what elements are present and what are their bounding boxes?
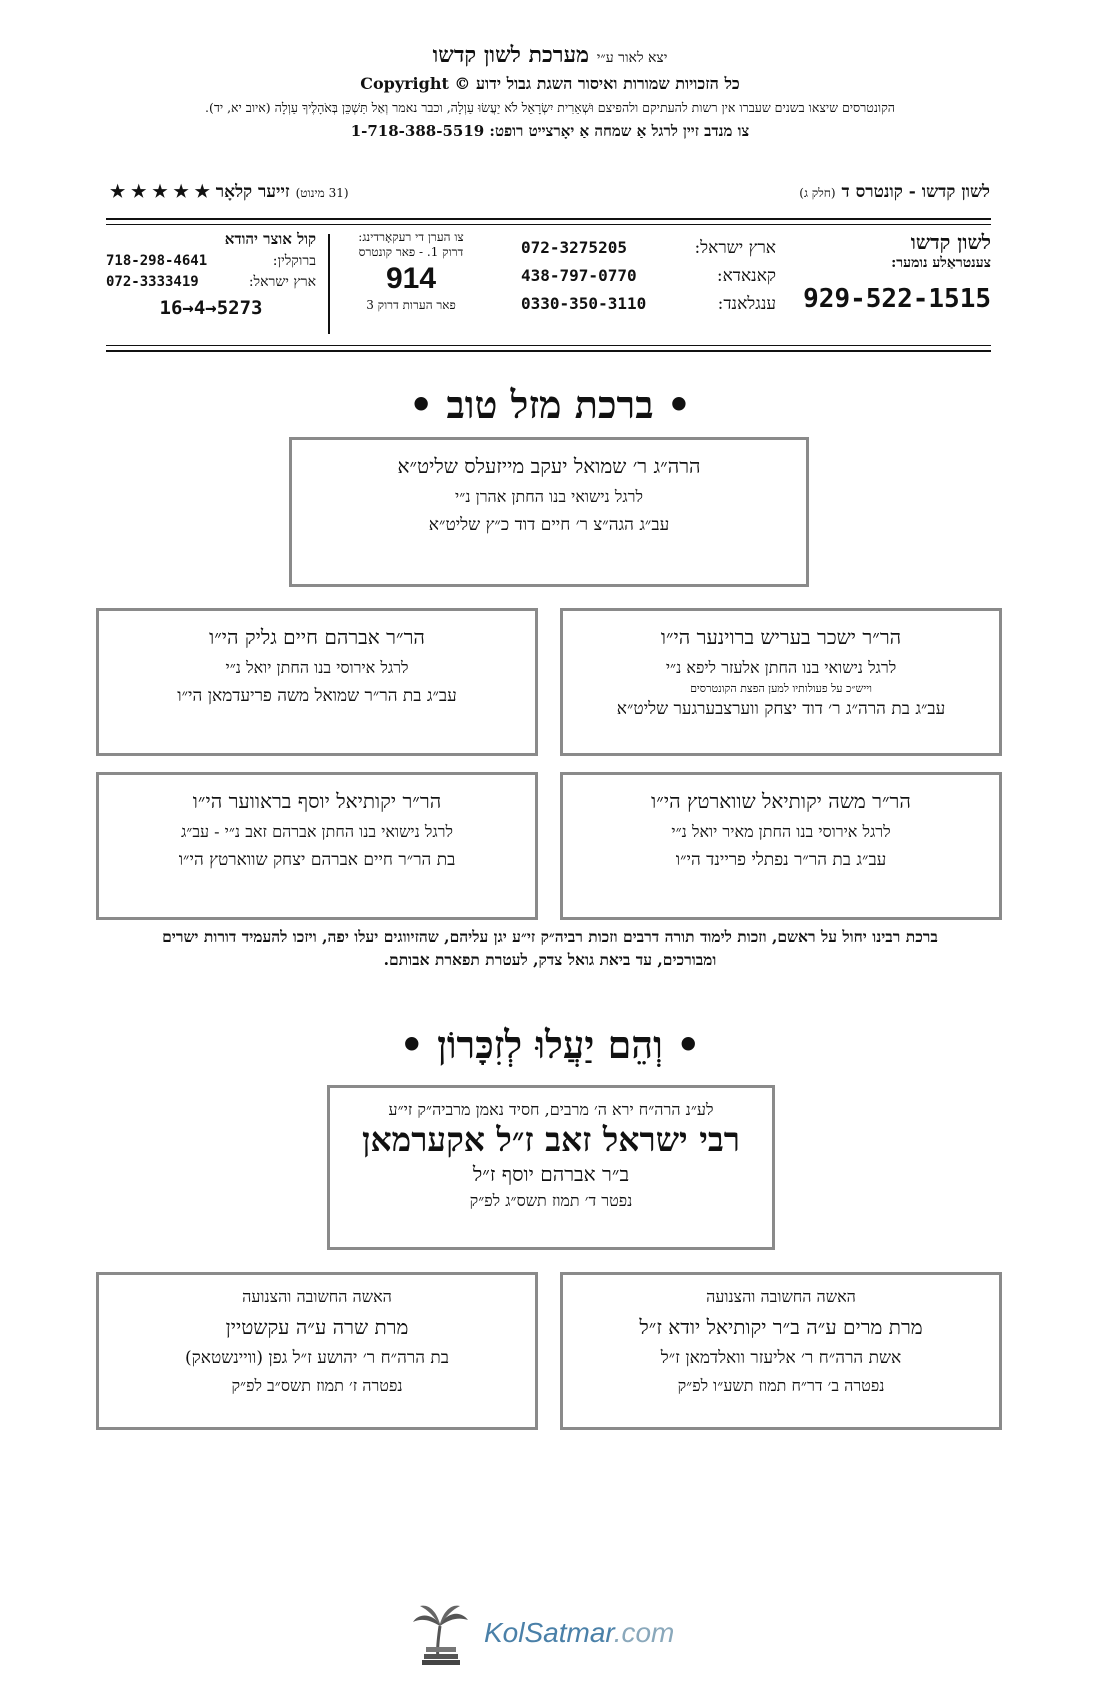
series-rating: (31 מינוט) זייער קלאָר ★ ★ ★ ★ ★ [110,182,349,202]
mazal-tov-box: הר״ר משה יקותיאל שווארטץ הי״ו לרגל אירוסי בנו החתן מאיר יואל נ״י עב״ג בת הר״ר נפתלי פריינד הי״ו [560,772,1002,920]
mazal-tov-title: • ברכת מזל טוב • [408,382,692,427]
mazal-tov-box: הר״ר יקותיאל יוסף בראווער הי״ו לרגל נישואי בנו החתן אברהם זאב נ״י - עב״ג בת הר״ר חיים אברהם יצחק שווארטץ הי״ו [96,772,538,920]
phone-row: ארץ ישראל: 072-3275205 [521,238,776,258]
memorial-title: • וְהֵם יַעֲלוּ לְזִכָּרוֹן • [399,1022,701,1067]
mazal-tov-box: הר״ר אברהם חיים גליק הי״ו לרגל אירוסי בנו החתן יואל נ״י עב״ג בת הר״ר שמואל משה פריעדמאן הי״ו [96,608,538,756]
phone-list [521,238,776,322]
phone-row: ענגלאנד: 0330-350-3110 [521,294,776,314]
kol-otzar-block: קול אוצר יהודא ברוקלין: 718-298-4641 ארץ ישראל: 072-3333419 16→4→5273 [106,230,316,319]
recording-number: 914 [385,262,437,295]
copyright-notice: הקונטרסים שיצאו בשנים שעברו אין רשות להעתיקם ולהפיצם וּשְׁאֵרִית יִשְׂרָאֵל לֹא יַעֲשׂוּ עַוְלָה, וכבר נאמר וְאַל תַּשְׁכֵּן בְּאֹהָלֶיךָ עַוְלָה (איוב יא, יד). [204,100,896,115]
site-brand[interactable]: KolSatmar.com [484,1617,675,1648]
recording-block: צו הערן די רעקאָרדינג: דרוק 1. - פאר קונטרס 914 פאר הערות דרוק 3 [341,230,481,313]
mazal-tov-main-box: הרה״ג ר׳ שמואל יעקב מייזעלס שליט״א לרגל נישואי בנו החתן אהרן נ״י עב״ג הגה״צ ר׳ חיים דוד כ״ץ שליט״א [289,437,809,587]
central-phone-number[interactable]: 929-522-1515 [803,284,991,314]
site-footer [410,1600,674,1666]
publisher-line: יצא לאור ע״י מערכת לשון קדשו [432,42,668,68]
publisher-header [60,42,1040,141]
divider [328,234,330,334]
blessing-text: ברכת רבינו יחול על ראשם, וזכות לימוד תורה דרבים וזכות רביה״ק זי״ע יגן עליהם, שהזיווגים יעלו יפה, ויזכו להעמיד דורות ישרים ומבורכים, עד ביאת גואל צדק, לעטרת תפארת אבותם. [162,927,938,970]
phone-row: קאנאדא: 438-797-0770 [521,266,776,286]
palm-tree-logo-icon [410,1600,472,1666]
copyright-line: כל הזכויות שמורות ואיסור השגת גבול ידוע © Copyright [360,74,740,93]
memorial-box: האשה החשובה והצנועה מרת מרים ע״ה ב״ר יקותיאל יודא ז״ל אשת הרה״ח ר׳ אליעזר וואלדמאן ז״ל נפטרה ב׳ דר״ח תמוז תשע״ו לפ״ק [560,1272,1002,1430]
series-row [110,182,990,202]
mazal-tov-box: הר״ר ישכר בעריש ברוינער הי״ו לרגל נישואי בנו החתן אלעזר ליפא נ״י וייש״כ על פעולותיו למען הפצת הקונטרסים עב״ג בת הרה״ג ר׳ דוד יצחק ווערצבערגער שליט״א [560,608,1002,756]
memorial-main-box: לע״נ הרה״ח ירא ה׳ מרבים, חסיד נאמן מרביה״ק זי״ע רבי ישראל זאב ז״ל אקערמאן ב״ר אברהם יוסף ז״ל נפטר ד׳ תמוז תשס״ג לפ״ק [327,1085,775,1250]
access-code: 16→4→5273 [159,297,263,319]
memorial-box: האשה החשובה והצנועה מרת שרה ע״ה עקשטיין בת הרה״ח ר׳ יהושע ז״ל גפן (וויינשטאק) נפטרה ז׳ תמוז תשס״ב לפ״ק [96,1272,538,1430]
subscription-block: לשון קדשו צענטראַלע נומער: 929-522-1515 [796,230,991,314]
sponsor-line: צו מנדב זיין לרגל אַ שמחה אַ יאָרצייט רופט: 1-718-388-5519 [350,122,750,140]
series-title: לשון קדשו - קונטרס ד (חלק ג) [799,182,990,202]
info-bar [106,218,991,352]
